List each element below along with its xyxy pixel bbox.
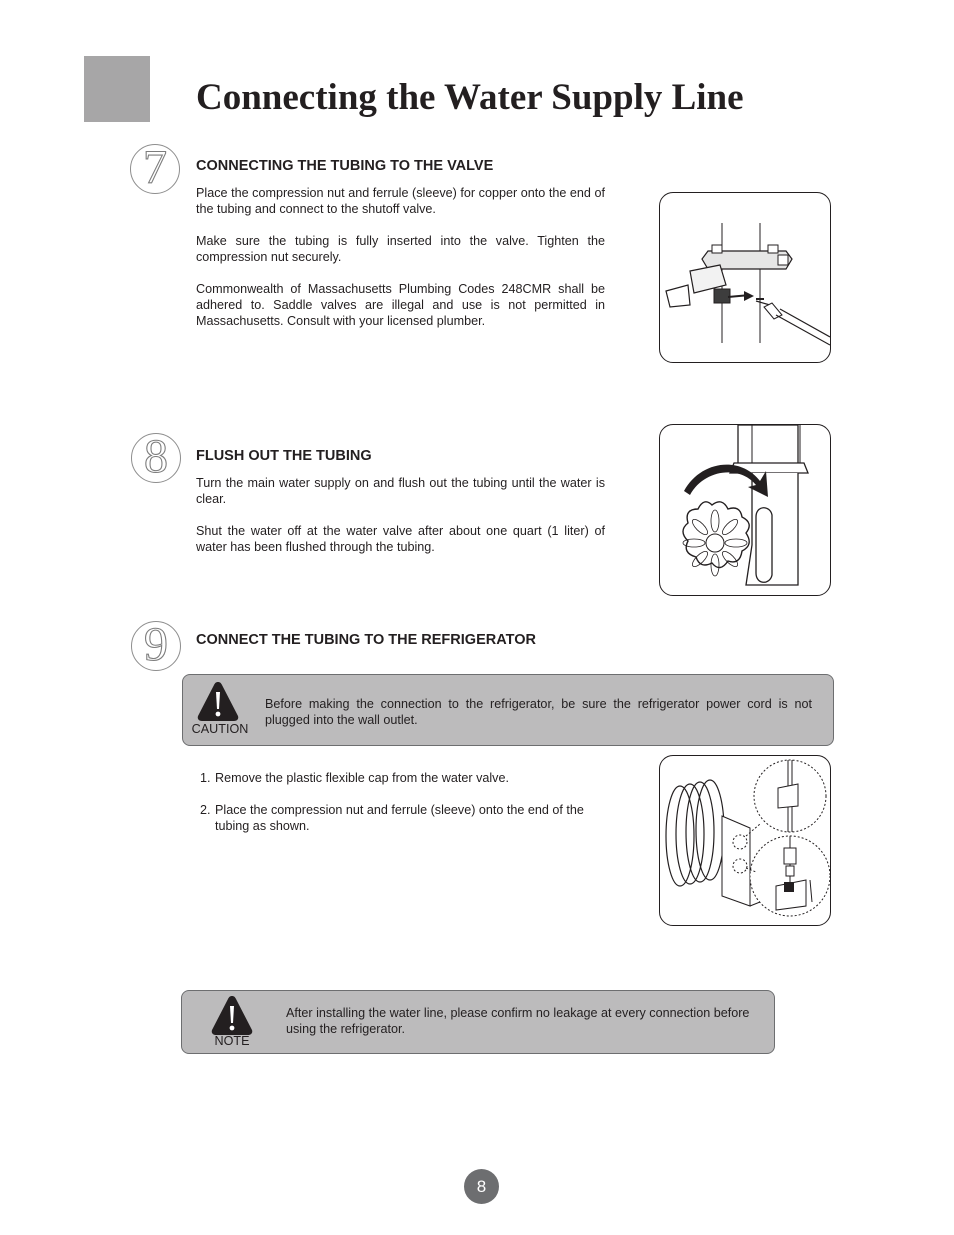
section-heading-connect-valve: CONNECTING THE TUBING TO THE VALVE bbox=[196, 158, 494, 174]
list-item-number: 1. bbox=[200, 771, 211, 785]
step-number-8: 8 bbox=[131, 433, 181, 483]
paragraph: Commonwealth of Massachusetts Plumbing Codes 248CMR shall be adhered to. Saddle valves are illegal and use is not permitted in Massachusetts. Consult with your licensed plumber. bbox=[196, 282, 605, 328]
caution-label: CAUTION bbox=[191, 722, 249, 736]
flush-valve-illustration bbox=[659, 424, 831, 596]
page-number: 8 bbox=[464, 1169, 499, 1204]
valve-connection-illustration bbox=[659, 192, 831, 363]
list-item bbox=[200, 770, 620, 786]
section-heading-connect-refrigerator: CONNECT THE TUBING TO THE REFRIGERATOR bbox=[196, 632, 536, 648]
paragraph: Turn the main water supply on and flush out the tubing until the water is clear. bbox=[196, 476, 605, 506]
step-number-9: 9 bbox=[131, 621, 181, 671]
note-text: After installing the water line, please confirm no leakage at every connection before using the refrigerator. bbox=[286, 1006, 750, 1036]
note-box bbox=[181, 990, 775, 1054]
caution-text: Before making the connection to the refrigerator, be sure the refrigerator power cord is not plugged into the wall outlet. bbox=[265, 697, 812, 727]
refrigerator-connection-illustration bbox=[659, 755, 831, 926]
section-heading-flush: FLUSH OUT THE TUBING bbox=[196, 448, 372, 464]
connection-steps-list bbox=[200, 770, 620, 850]
paragraph: Shut the water off at the water valve after about one quart (1 liter) of water has been flushed through the tubing. bbox=[196, 524, 605, 554]
note-label: NOTE bbox=[214, 1034, 250, 1048]
paragraph: Place the compression nut and ferrule (sleeve) for copper onto the end of the tubing and connect to the shutoff valve. bbox=[196, 186, 605, 216]
list-item bbox=[200, 802, 620, 834]
page-tab-block bbox=[84, 56, 150, 122]
caution-box bbox=[182, 674, 834, 746]
list-item-text: Place the compression nut and ferrule (sleeve) onto the end of the tubing as shown. bbox=[215, 803, 584, 833]
section-body-flush bbox=[196, 475, 605, 571]
paragraph: Make sure the tubing is fully inserted into the valve. Tighten the compression nut securely. bbox=[196, 234, 605, 264]
warning-triangle-icon bbox=[196, 680, 240, 722]
step-number-7: 7 bbox=[130, 144, 180, 194]
page-title: Connecting the Water Supply Line bbox=[196, 77, 744, 118]
list-item-text: Remove the plastic flexible cap from the water valve. bbox=[215, 771, 509, 785]
list-item-number: 2. bbox=[200, 803, 211, 817]
warning-triangle-icon bbox=[209, 994, 255, 1036]
section-body-connect-valve bbox=[196, 185, 605, 345]
